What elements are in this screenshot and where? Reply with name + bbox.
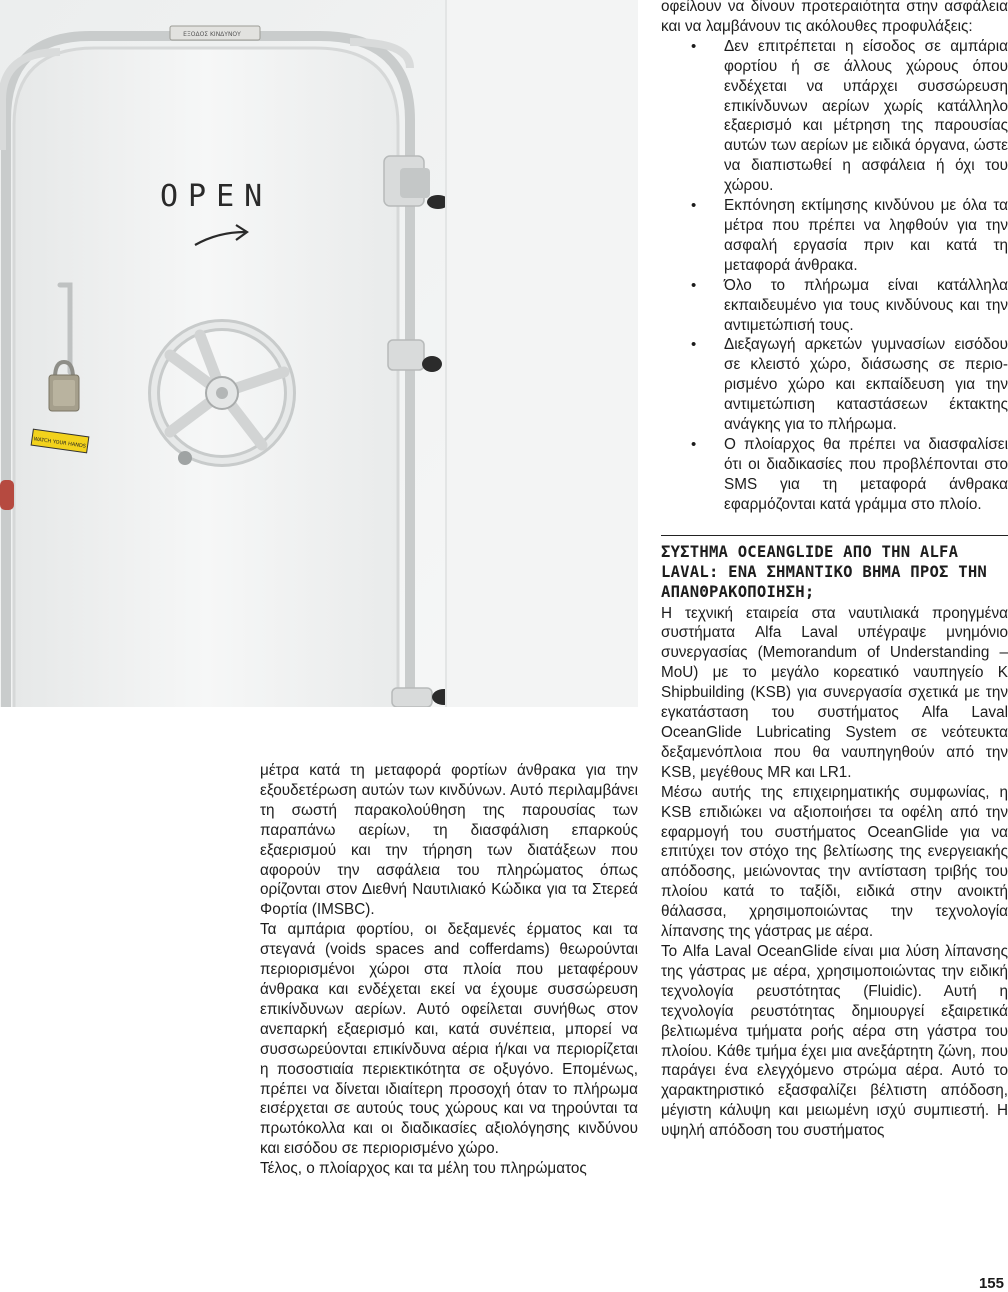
precautions-list	[661, 37, 1008, 515]
list-item: • Δεν επιτρέπεται η είσοδος σε αμπάρια φορτίου ή σε άλλους χώρους όπου ενδέχεται να υπάρχει συσσώρευση επικίνδυνων αερίων χωρίς κατάλληλο εξαερισμό και μέτρηση της παρουσίας αυτών των αερίων με ειδικά όργανα, ώστε να διαπιστωθεί η ασφάλεια ή όχι του χώρου.	[661, 37, 1008, 196]
left-column	[260, 761, 638, 1179]
list-item: • Διεξαγωγή αρκετών γυμνασίων εισόδου σε κλειστό χώρο, διάσωσης σε περιορισμένο χώρο και εκπαίδευση για την αντιμετώπιση καταστάσεων έκτακτης ανάγκης για το πλήρωμα.	[661, 335, 1008, 435]
section-divider	[661, 535, 1008, 536]
intro-paragraph: οφείλουν να δίνουν προτεραιότητα στην ασφάλεια και να λαμβάνουν τις ακόλουθες προφυλάξεις:	[661, 0, 1008, 35]
right-column	[661, 0, 1008, 1141]
page-number: 155	[978, 1275, 1004, 1292]
door-open-label: OPEN	[160, 179, 273, 214]
door-plate	[170, 26, 260, 40]
paragraph: Η τεχνική εταιρεία στα ναυτιλιακά προηγμένα συστήματα Alfa Laval υπέγραψε μνημόνιο συνεργασίας (Memorandum of Understanding – MoU) με το μεγάλο κορεατικό ναυπηγείο K Shipbuilding (KSB) για συνεργασία σχετικά με την εγκατάσταση του συστήματος Alfa Laval OceanGlide Lubricating System σε νεότευκτα δεξαμενόπλοια που θα ναυπηγηθούν από την KSB, μεγέθους MR και LR1.	[661, 604, 1008, 781]
paragraph: μέτρα κατά τη μεταφορά φορτίων άνθρακα για την εξουδετέρωση αυτών των κινδύνων. Αυτό περιλαμβάνει τη σωστή παρακολούθηση της παρουσίας των παραπάνω αερίων, τη διασφάλιση επαρκούς εξαερισμού και την τήρηση των διατάξεων που αφορούν την ασφάλεια του πληρώματος όπως ορίζονται στον Διεθνή Ναυτιλιακό Κώδικα για τα Στερεά Φορτία (IMSBC).	[260, 762, 638, 919]
paragraph: Το Alfa Laval OceanGlide είναι μια λύση λίπανσης της γάστρας με αέρα, χρησιμοποιώντας την ειδική τεχνολογία ρευστότητας (Fluidic). Αυτή η τεχνολογία ρευστότητας δημιουργεί εξαιρετικά βελτιωμένα τμήματα ροής αέρα στη γάστρα του πλοίου. Κάθε τμήμα έχει μια ανεξάρτητη ζώνη, που παράγει ένα ελεγχόμενο στρώμα αέρα. Αυτό το χαρακτηριστικό εξασφαλίζει βέλτιστη απόδοση, μέγιστη κάλυψη και μειωμένη ισχύ συμπιεστή. Η υψηλή απόδοση του συστήματος	[661, 942, 1008, 1140]
list-item: • Εκπόνηση εκτίμησης κινδύνου με όλα τα μέτρα που πρέπει να ληφθούν για την ασφαλή εργασία πριν και κατά τη μεταφορά άνθρακα.	[661, 196, 1008, 276]
list-item: • Ο πλοίαρχος θα πρέπει να διασφαλίσει ότι οι διαδικασίες που προβλέπονται στο SMS για τη μεταφορά άνθρακα εφαρμόζονται κατά γράμμα στο πλοίο.	[661, 435, 1008, 515]
list-item: • Όλο το πλήρωμα είναι κατάλληλα εκπαιδευμένο για τους κινδύνους και την αντιμετώπισή τους.	[661, 276, 1008, 336]
paragraph: Τέλος, ο πλοίαρχος και τα μέλη του πληρώματος	[260, 1160, 587, 1178]
paragraph: Μέσω αυτής της επιχειρηματικής συμφωνίας, η KSB επιδιώκει να αξιοποιήσει τα οφέλη από την εφαρμογή του συστήματος OceanGlide για να επιτύχει τον στόχο της βελτίωσης της ενεργειακής απόδοσης, μειώνοντας την αντίσταση τριβής του πλοίου κατά το ταξίδι, ειδικά στην ανοικτή θάλασσα, χρησιμοποιώντας την τεχνολογία λίπανσης της γάστρας με αέρα.	[661, 783, 1008, 941]
section-heading: ΣΥΣΤΗΜΑ OCEANGLIDE ΑΠΟ ΤΗΝ ALFA LAVAL: ΕΝΑ ΣΗΜΑΝΤΙΚΟ ΒΗΜΑ ΠΡΟΣ ΤΗΝ ΑΠΑΝΘΡΑΚΟΠΟΙΗΣΗ;	[661, 542, 987, 601]
ship-door-photo	[0, 0, 638, 707]
paragraph: Τα αμπάρια φορτίου, οι δεξαμενές έρματος και τα στεγανά (voids spaces and cofferdams) θεωρούνται περιορισμένοι χώροι στα πλοία που μεταφέρουν άνθρακα και ενδέχεται εκεί να έχουμε συσσώρευση επικίνδυνων αερίων. Αυτό οφείλεται συνήθως στον ανεπαρκή εξαερισμό και, κατά συνέπεια, μπορεί να συσσωρεύονται επικίνδυνα αέρια ή/και να περιορίζεται η ποσοστιαία περιεκτικότητα σε οξυγόνο. Επομένως, πρέπει να δίνεται ιδιαίτερη προσοχή όταν το πλήρωμα εισέρχεται σε αυτούς τους χώρους και να τηρούνται τα πρωτόκολλα και οι διαδικασίες αξιολόγησης κινδύνου και εισόδου σε περιορισμένο χώρο.	[260, 921, 638, 1158]
svg-text:WATCH YOUR HANDS: WATCH YOUR HANDS	[33, 436, 87, 450]
svg-text:ΕΞΟΔΟΣ ΚΙΝΔΥΝΟΥ: ΕΞΟΔΟΣ ΚΙΝΔΥΝΟΥ	[183, 31, 241, 38]
